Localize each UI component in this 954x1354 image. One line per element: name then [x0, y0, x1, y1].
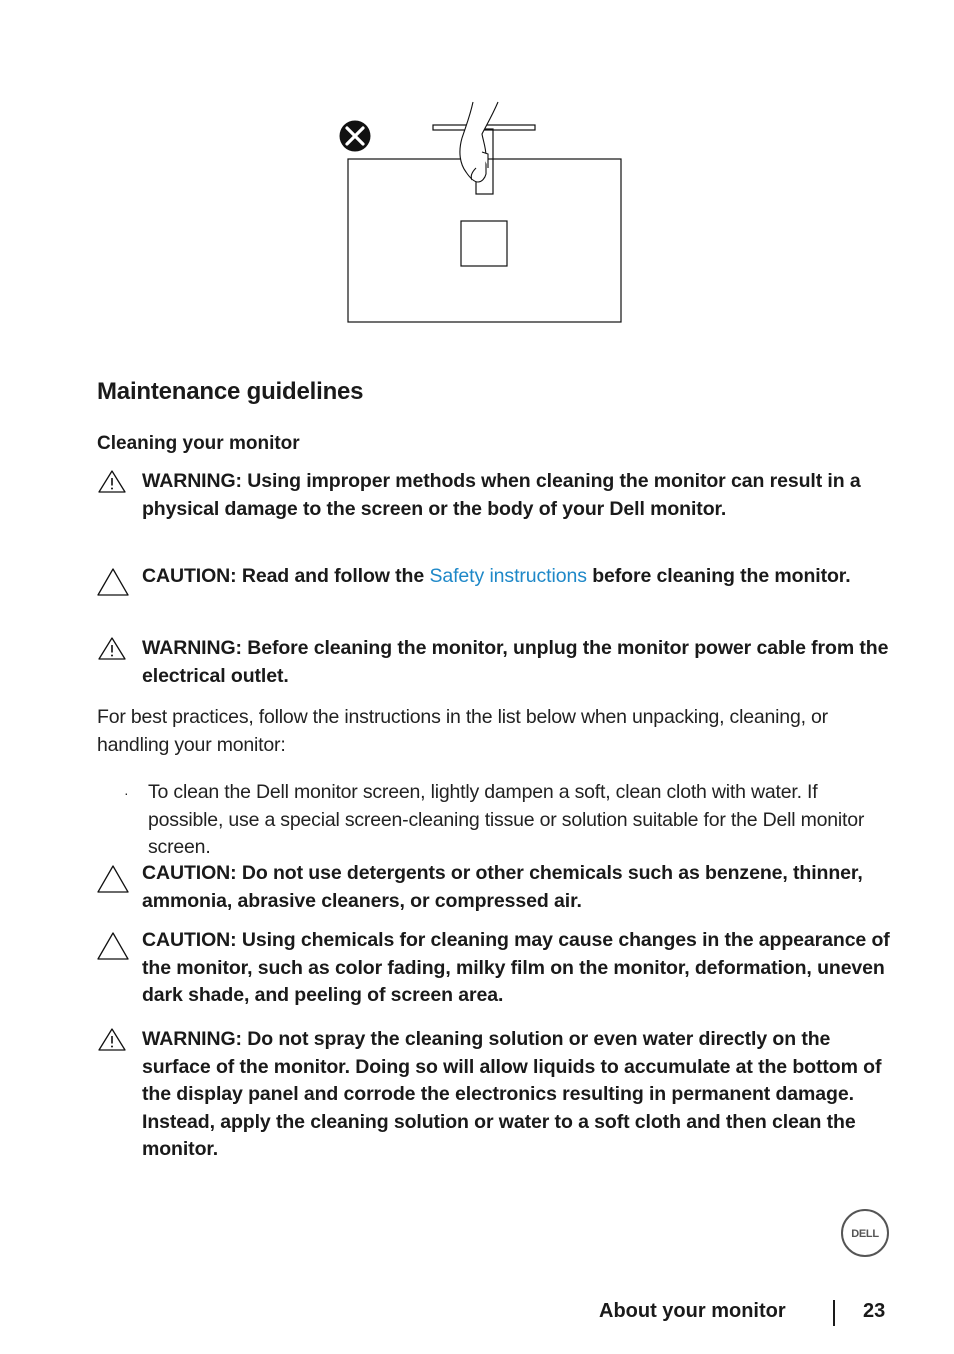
caution-text [142, 563, 897, 591]
caution-text: CAUTION: Do not use detergents or other chemicals such as benzene, thinner, ammonia, abrasive cleaners, or compressed air. [142, 862, 863, 912]
warning-text: WARNING: Using improper methods when cleaning the monitor can result in a physical damage to the screen or the body of your Dell monitor. [142, 470, 861, 520]
warning-text: WARNING: Do not spray the cleaning solution or even water directly on the surface of the monitor. Doing so will allow liquids to accumulate at the bottom of the display panel and corrode the electronics resulting in permanent damage. Instead, apply the cleaning solution or water to a soft cloth and then clean the monitor. [142, 1028, 882, 1160]
bullet-marker: · [124, 785, 129, 801]
caution-text-before: CAUTION: Read and follow the [142, 565, 425, 587]
footer-section-title: About your monitor [599, 1300, 786, 1322]
caution-text-after: before cleaning the monitor. [592, 565, 851, 587]
footer-divider [833, 1300, 835, 1326]
warning-notice [97, 1026, 897, 1164]
caution-icon [97, 864, 129, 896]
prohibited-icon [340, 121, 371, 152]
caution-icon [97, 567, 129, 599]
caution-notice [97, 563, 897, 591]
caution-notice [97, 927, 897, 1010]
warning-icon [97, 635, 129, 667]
page-number: 23 [863, 1300, 886, 1322]
warning-text: WARNING: Before cleaning the monitor, unplug the monitor power cable from the electrical outlet. [142, 637, 889, 687]
list-item: To clean the Dell monitor screen, lightly dampen a soft, clean cloth with water. If possible, use a special screen-cleaning tissue or solution suitable for the Dell monitor screen. [148, 781, 865, 858]
caution-icon [97, 931, 129, 963]
intro-paragraph: For best practices, follow the instructions in the list below when unpacking, cleaning, or handling your monitor: [97, 706, 828, 756]
caution-notice [97, 860, 897, 915]
warning-notice [97, 468, 897, 523]
warning-icon [97, 1026, 129, 1058]
warning-notice [97, 635, 897, 690]
subsection-title: Cleaning your monitor [97, 433, 300, 454]
page-title: Maintenance guidelines [97, 378, 364, 405]
caution-text: CAUTION: Using chemicals for cleaning may cause changes in the appearance of the monitor, such as color fading, milky film on the monitor, deformation, uneven dark shade, and peeling of screen area. [142, 929, 890, 1006]
safety-instructions-link[interactable]: Safety instructions [429, 565, 587, 587]
warning-icon [97, 468, 129, 500]
dell-logo [840, 1208, 890, 1258]
incorrect-handling-illustration [336, 96, 636, 332]
hand-icon [460, 102, 498, 182]
dell-logo-text: DELL [851, 1228, 879, 1240]
